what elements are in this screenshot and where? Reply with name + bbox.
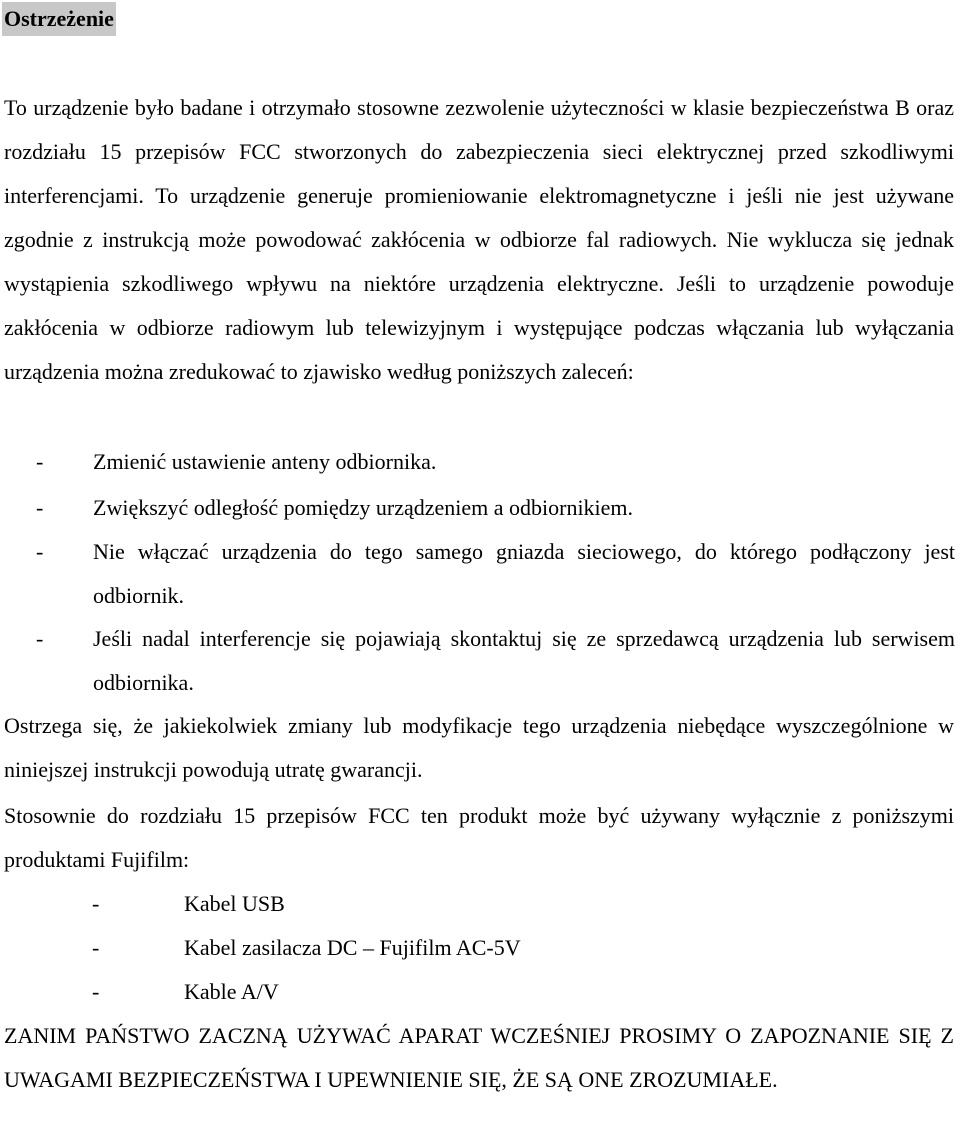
dash-marker: - <box>36 626 44 651</box>
dash-marker: - <box>36 539 44 564</box>
dash-marker: - <box>36 495 44 520</box>
dash-marker: - <box>92 891 100 916</box>
recommendation-item <box>36 617 956 705</box>
recommendation-item <box>36 530 956 618</box>
safety-notice-paragraph: ZANIM PAŃSTWO ZACZNĄ UŻYWAĆ APARAT WCZEŚNIEJ PROSIMY O ZAPOZNANIE SIĘ Z UWAGAMI BEZPIECZEŃSTWA I UPEWNIENIE SIĘ, ŻE SĄ ONE ZROZUMIAŁE. <box>4 1023 954 1092</box>
product-text: Kabel zasilacza DC – Fujifilm AC-5V <box>184 935 521 960</box>
dash-marker: - <box>92 935 100 960</box>
warning-title: Ostrzeżenie <box>2 2 116 36</box>
recommendation-text: Zmienić ustawienie anteny odbiornika. <box>93 449 437 474</box>
fcc-products-paragraph: Stosownie do rozdziału 15 przepisów FCC ten produkt może być używany wyłącznie z poniższymi produktami Fujifilm: <box>4 803 954 872</box>
recommendation-text: Jeśli nadal interferencje się pojawiają skontaktuj się ze sprzedawcą urządzenia lub serwisem odbiornika. <box>93 626 955 695</box>
product-text: Kabel USB <box>184 891 285 916</box>
warranty-warning-paragraph: Ostrzega się, że jakiekolwiek zmiany lub modyfikacje tego urządzenia niebędące wyszczególnione w niniejszej instrukcji powodują utratę gwarancji. <box>4 713 954 782</box>
dash-marker: - <box>92 979 100 1004</box>
dash-marker: - <box>36 449 44 474</box>
recommendation-text: Zwiększyć odległość pomiędzy urządzeniem a odbiornikiem. <box>93 495 634 520</box>
product-text: Kable A/V <box>184 979 279 1004</box>
recommendation-text: Nie włączać urządzenia do tego samego gniazda sieciowego, do którego podłączony jest odbiornik. <box>93 539 955 608</box>
fcc-compliance-paragraph: To urządzenie było badane i otrzymało stosowne zezwolenie użyteczności w klasie bezpieczeństwa B oraz rozdziału 15 przepisów FCC stworzonych do zabezpieczenia sieci elektrycznej przed szkodliwymi interferencjami. To urządzenie generuje promieniowanie elektromagnetyczne i jeśli nie jest używane zgodnie z instrukcją może powodować zakłócenia w odbiorze fal radiowych. Nie wyklucza się jednak wystąpienia szkodliwego wpływu na niektóre urządzenia elektryczne. Jeśli to urządzenie powoduje zakłócenia w odbiorze radiowym lub telewizyjnym i występujące podczas włączania lub wyłączania urządzenia można zredukować to zjawisko według poniższych zaleceń: <box>4 95 954 384</box>
